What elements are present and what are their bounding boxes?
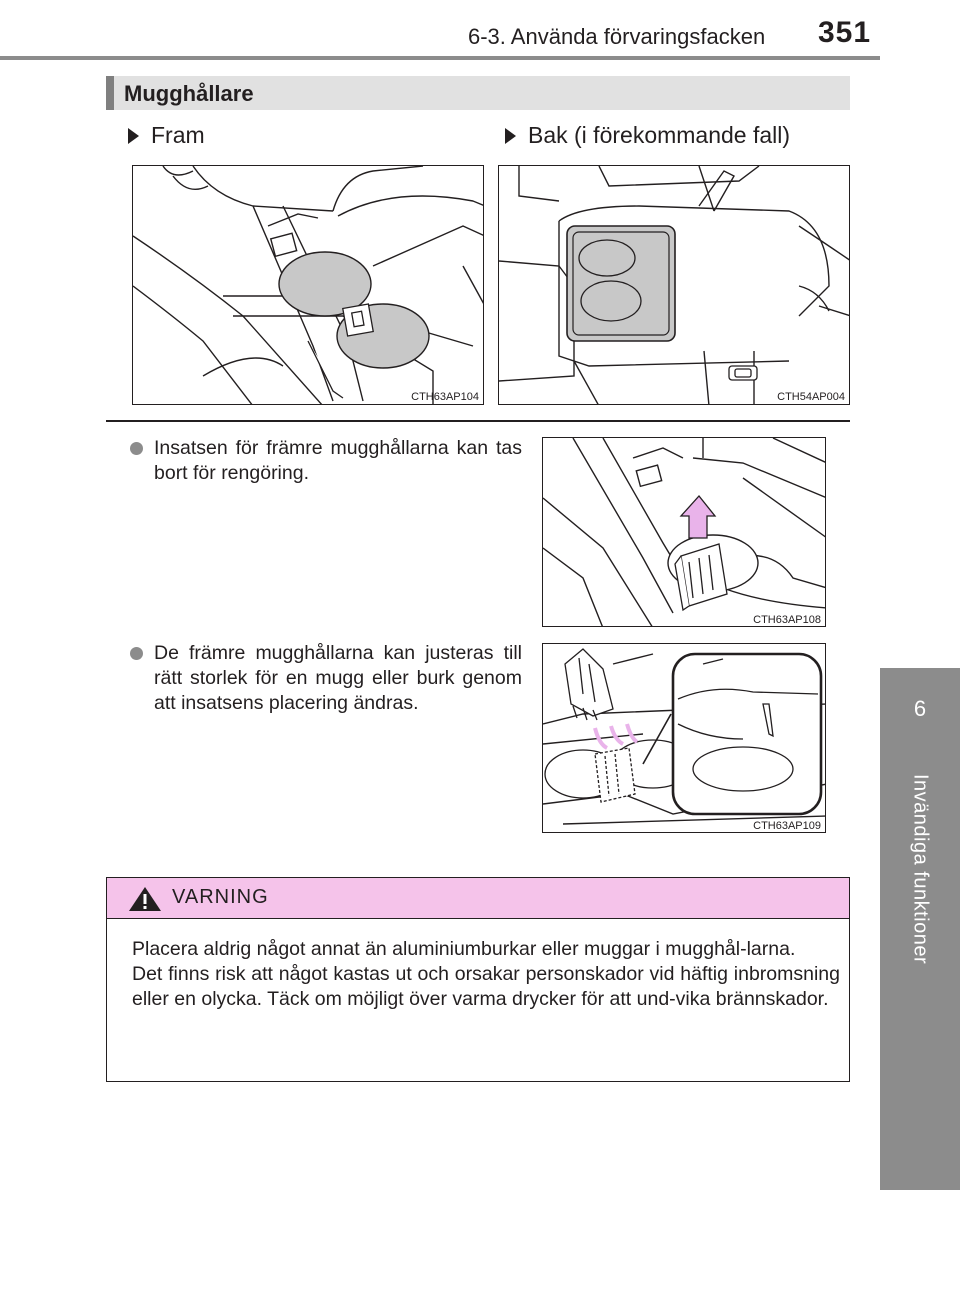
rear-heading xyxy=(505,122,790,149)
rear-cupholder-illustration xyxy=(499,166,850,405)
triangle-bullet-icon xyxy=(505,128,516,144)
bullet-text: Insatsen för främre mugghållarna kan tas bort för rengöring. xyxy=(154,437,522,484)
front-heading-label: Fram xyxy=(151,122,205,148)
section-divider xyxy=(106,420,850,422)
front-heading xyxy=(128,122,205,149)
running-header-section: 6-3. Använda förvaringsfacken xyxy=(468,24,766,49)
insert-removal-figure xyxy=(542,437,826,627)
rear-cupholder-figure xyxy=(498,165,850,405)
insert-lifted xyxy=(565,649,613,720)
bullet-text: De främre mugghållarna kan justeras till rätt storlek för en mugg eller burk genom att insatsens placering ändras. xyxy=(154,642,522,714)
bullet-dot-icon xyxy=(130,442,143,455)
figure-code: CTH63AP109 xyxy=(753,820,821,832)
insert-adjust-figure xyxy=(542,643,826,833)
lift-up-arrow-icon xyxy=(681,496,715,538)
insert-in-place xyxy=(595,748,635,802)
page-number: 351 xyxy=(818,16,872,49)
header-rule xyxy=(0,56,880,60)
warning-body xyxy=(132,937,840,1012)
warning-paragraph: Placera aldrig något annat än aluminiumburkar eller muggar i mugghål-larna. xyxy=(132,938,796,960)
section-title-accent xyxy=(106,76,114,110)
front-cupholder-figure xyxy=(132,165,484,405)
detail-callout xyxy=(673,654,821,814)
rear-heading-label: Bak (i förekommande fall) xyxy=(528,122,791,148)
front-cupholder-illustration xyxy=(133,166,484,405)
insert-removal-illustration xyxy=(543,438,826,627)
rotate-arrow-icon xyxy=(627,724,637,742)
figure-code: CTH54AP004 xyxy=(777,391,845,403)
insert-adjust-illustration xyxy=(543,644,826,833)
triangle-bullet-icon xyxy=(128,128,139,144)
chapter-tab-number: 6 xyxy=(880,668,960,750)
chapter-tab-title: Invändiga funktioner xyxy=(909,774,932,965)
warning-paragraph: Det finns risk att något kastas ut och orsakar personskador vid häftig inbromsning eller en olycka. Täck om möjligt över varma drycker för att und-vika brännskador. xyxy=(132,963,840,1010)
warning-label: VARNING xyxy=(172,886,269,908)
warning-triangle-icon xyxy=(128,886,162,917)
bullet-item xyxy=(130,641,522,721)
section-title: Mugghållare xyxy=(124,81,254,106)
rotate-arrow-icon xyxy=(611,726,623,744)
bullet-dot-icon xyxy=(130,647,143,660)
figure-code: CTH63AP108 xyxy=(753,614,821,626)
chapter-tab xyxy=(880,750,960,1190)
figure-code: CTH63AP104 xyxy=(411,391,479,403)
bullet-item xyxy=(130,436,522,496)
